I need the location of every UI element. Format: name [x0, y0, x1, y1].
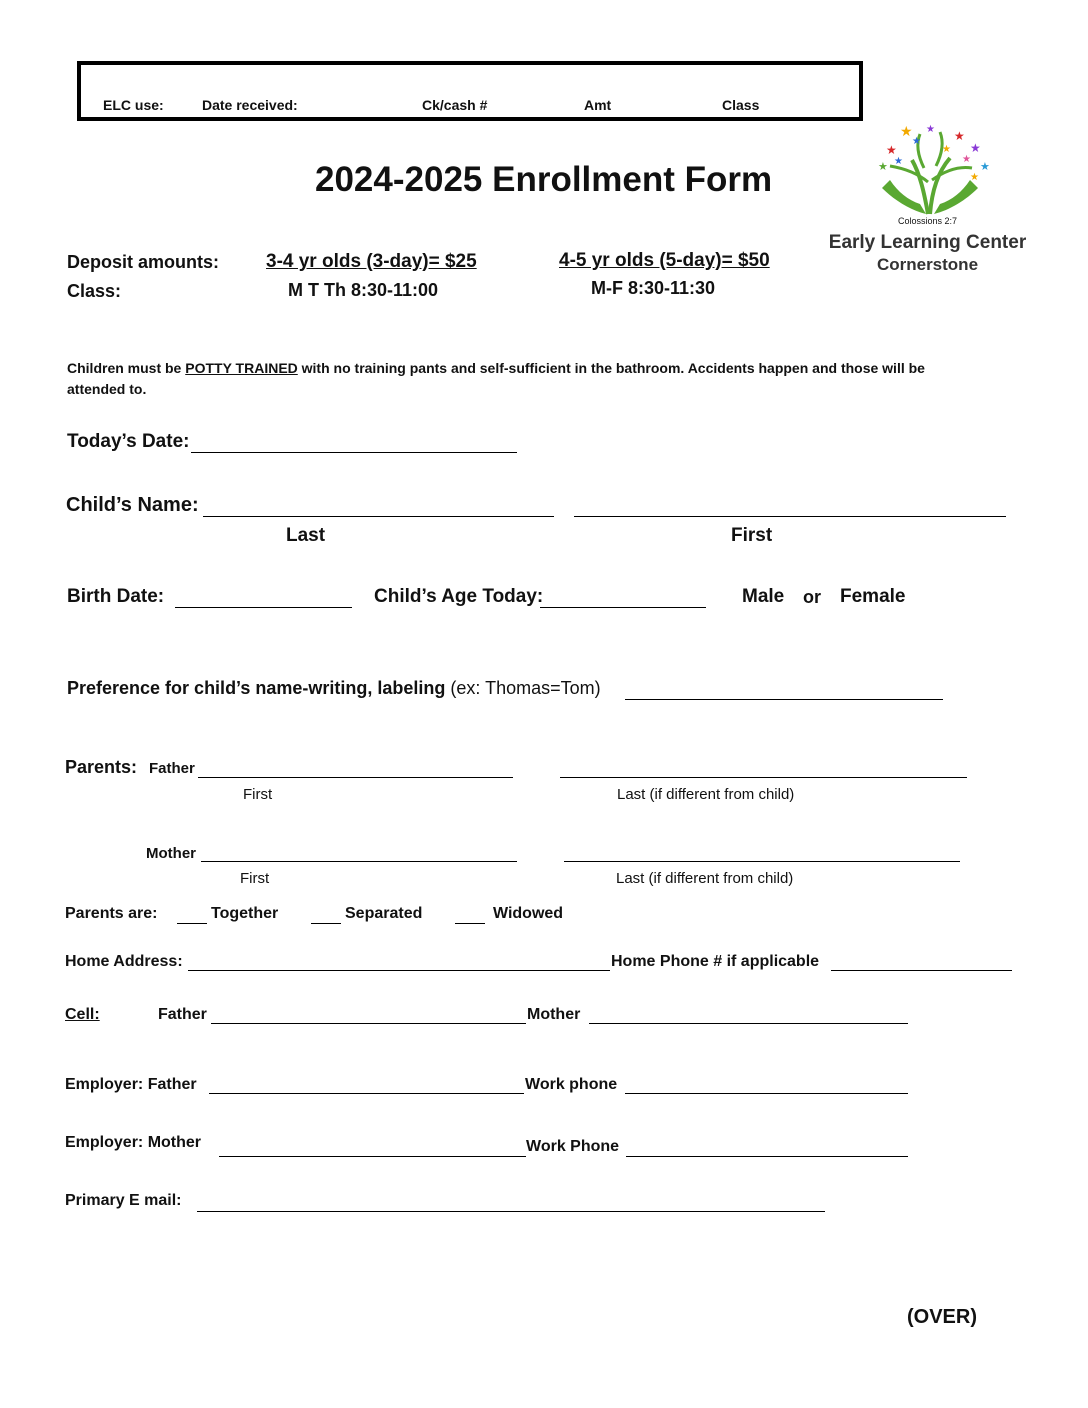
notice-line2: attended to.	[67, 381, 147, 397]
svg-text:★: ★	[894, 156, 903, 167]
svg-text:★: ★	[912, 136, 921, 147]
preference-bold-text: Preference for child’s name-writing, labeling	[67, 678, 446, 698]
deposit-option-3day: 3-4 yr olds (3-day)= $25	[266, 251, 477, 272]
home-phone-field[interactable]	[831, 970, 1012, 971]
svg-text:★: ★	[970, 172, 979, 183]
widowed-option: Widowed	[493, 905, 564, 922]
svg-text:★: ★	[926, 124, 935, 135]
over-indicator: (OVER)	[907, 1306, 977, 1328]
last-caption: Last	[286, 525, 326, 546]
work-phone-mother-label: Work Phone	[526, 1138, 620, 1155]
svg-text:★: ★	[878, 161, 888, 173]
employer-mother-label: Employer: Mother	[65, 1134, 202, 1151]
father-last-caption: Last (if different from child)	[617, 786, 795, 803]
birth-date-field[interactable]	[175, 607, 352, 608]
or-text: or	[803, 587, 821, 607]
office-use-box	[77, 61, 863, 121]
childs-age-field[interactable]	[540, 607, 706, 608]
cell-father-label: Father	[158, 1006, 207, 1023]
home-phone-label: Home Phone # if applicable	[611, 953, 820, 970]
mother-cell-field[interactable]	[589, 1023, 908, 1024]
birth-date-label: Birth Date:	[67, 586, 165, 607]
todays-date-field[interactable]	[191, 452, 517, 453]
logo-name-line2: Cornerstone	[876, 255, 979, 274]
parents-label: Parents:	[65, 757, 138, 777]
svg-text:★: ★	[900, 123, 913, 139]
notice-text-start: Children must be	[67, 360, 186, 376]
page-title: 2024-2025 Enrollment Form	[315, 160, 773, 199]
svg-text:★: ★	[886, 143, 897, 157]
logo-verse: Colossions 2:7	[897, 216, 958, 226]
father-last-name-field[interactable]	[560, 777, 967, 778]
father-cell-field[interactable]	[211, 1023, 526, 1024]
employer-father-label: Employer: Father	[65, 1076, 197, 1093]
father-label: Father	[149, 760, 195, 777]
together-option: Together	[211, 905, 279, 922]
father-first-name-field[interactable]	[198, 777, 513, 778]
mother-first-caption: First	[240, 870, 270, 887]
parents-are-label: Parents are:	[65, 905, 158, 922]
primary-email-label: Primary E mail:	[65, 1192, 182, 1209]
employer-mother-field[interactable]	[219, 1156, 526, 1157]
child-last-name-field[interactable]	[203, 516, 554, 517]
ck-cash-label: Ck/cash #	[422, 97, 488, 113]
cell-mother-label: Mother	[527, 1006, 581, 1023]
class-option-5day: M-F 8:30-11:30	[591, 278, 716, 298]
elc-use-label: ELC use:	[103, 97, 164, 113]
childs-name-label: Child’s Name:	[66, 494, 199, 516]
widowed-checkbox[interactable]	[455, 923, 485, 924]
separated-option: Separated	[345, 905, 423, 922]
svg-text:★: ★	[962, 154, 971, 165]
employer-father-field[interactable]	[209, 1093, 524, 1094]
primary-email-field[interactable]	[197, 1211, 825, 1212]
home-address-label: Home Address:	[65, 953, 183, 970]
cell-label: Cell:	[65, 1006, 100, 1023]
svg-text:★: ★	[980, 161, 990, 173]
work-phone-mother-field[interactable]	[626, 1156, 908, 1157]
together-checkbox[interactable]	[177, 923, 207, 924]
class-option-3day: M T Th 8:30-11:00	[288, 280, 439, 300]
home-address-field[interactable]	[188, 970, 610, 971]
deposit-option-5day: 4-5 yr olds (5-day)= $50	[559, 250, 770, 271]
class-schedule-label: Class:	[67, 281, 122, 301]
svg-text:★: ★	[954, 129, 965, 143]
mother-first-name-field[interactable]	[201, 861, 517, 862]
amt-label: Amt	[584, 97, 612, 113]
mother-last-caption: Last (if different from child)	[616, 870, 794, 887]
father-first-caption: First	[243, 786, 273, 803]
notice-emphasis: POTTY TRAINED	[185, 360, 298, 376]
work-phone-father-label: Work phone	[525, 1076, 618, 1093]
preference-example-text: (ex: Thomas=Tom)	[445, 678, 601, 698]
separated-checkbox[interactable]	[311, 923, 341, 924]
svg-text:★: ★	[970, 141, 981, 155]
first-caption: First	[731, 525, 773, 546]
male-option[interactable]: Male	[742, 586, 785, 607]
name-preference-label	[67, 678, 601, 699]
deposit-amounts-label: Deposit amounts:	[67, 252, 220, 272]
date-received-label: Date received:	[202, 97, 298, 113]
childs-age-label: Child’s Age Today:	[374, 586, 544, 607]
svg-text:★: ★	[942, 144, 951, 155]
potty-trained-notice	[67, 360, 925, 376]
work-phone-father-field[interactable]	[625, 1093, 908, 1094]
todays-date-label: Today’s Date:	[67, 431, 190, 452]
logo-name-line1: Early Learning Center	[828, 232, 1027, 253]
notice-text-end: with no training pants and self-sufficient in the bathroom. Accidents happen and those will be	[297, 360, 925, 376]
mother-label: Mother	[146, 845, 196, 862]
class-label: Class	[722, 97, 760, 113]
female-option[interactable]: Female	[840, 586, 906, 607]
name-preference-field[interactable]	[625, 699, 943, 700]
mother-last-name-field[interactable]	[564, 861, 960, 862]
child-first-name-field[interactable]	[574, 516, 1006, 517]
